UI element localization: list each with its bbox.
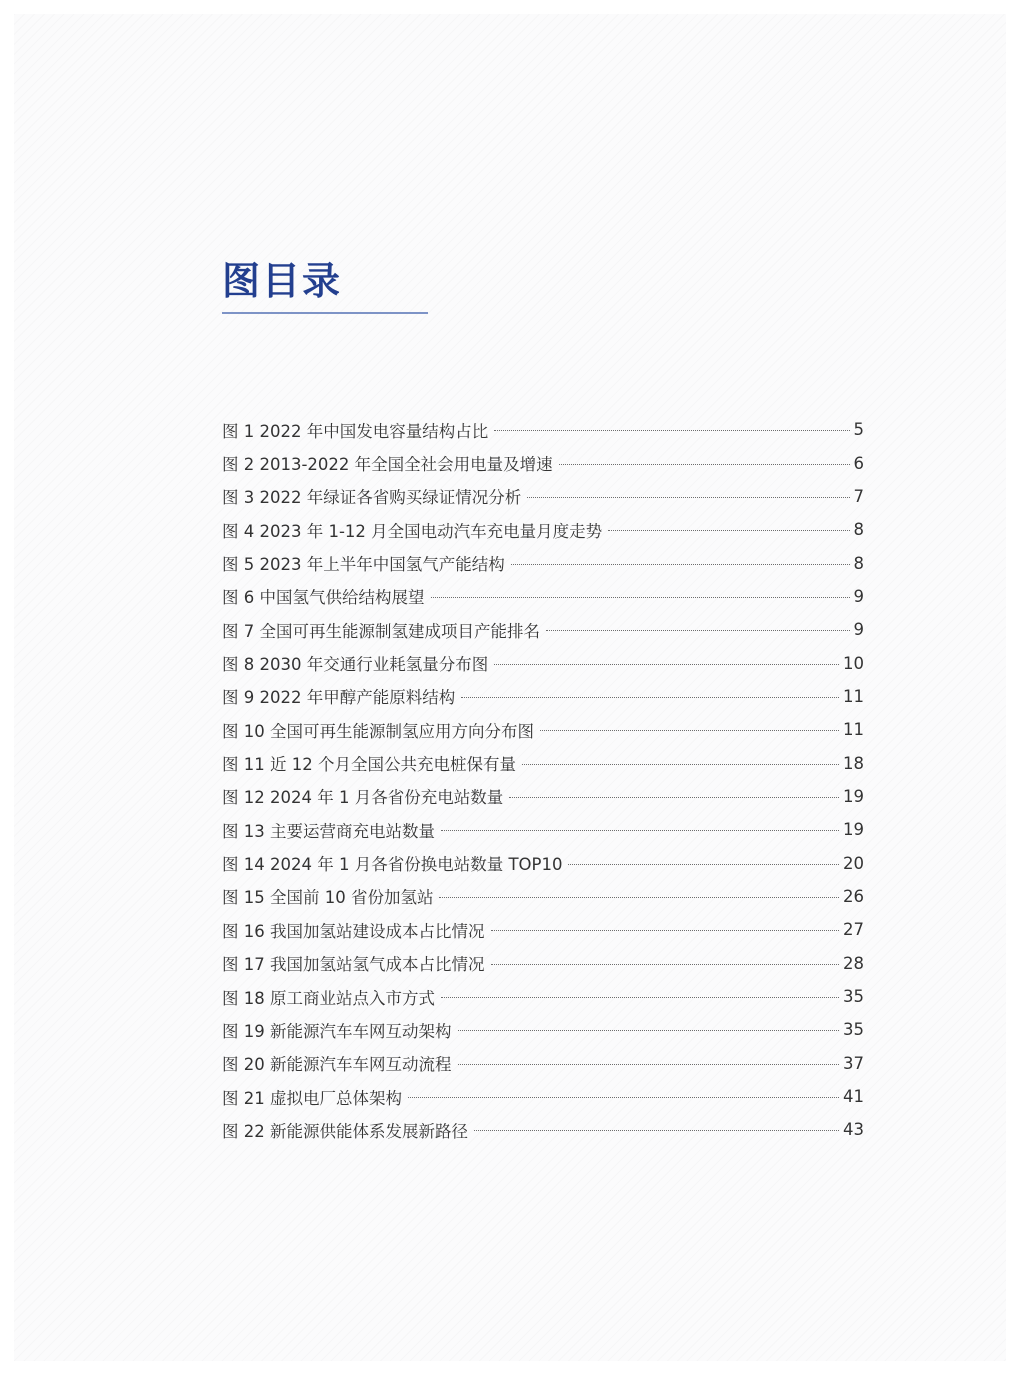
toc-page-number: 6 [853,453,864,473]
toc-label: 图 13 主要运营商充电站数量 [222,821,435,841]
toc-item-figure-1[interactable] [222,413,864,446]
toc-leader-dots [546,630,850,631]
toc-label: 图 19 新能源汽车车网互动架构 [222,1021,452,1041]
toc-item-figure-4[interactable] [222,513,864,546]
toc-label: 图 9 2022 年甲醇产能原料结构 [222,688,456,708]
toc-label: 图 6 中国氢气供给结构展望 [222,588,425,608]
toc-label: 图 14 2024 年 1 月各省份换电站数量 TOP10 [222,855,563,875]
toc-label: 图 12 2024 年 1 月各省份充电站数量 [222,788,504,808]
toc-label: 图 7 全国可再生能源制氢建成项目产能排名 [222,621,540,641]
toc-leader-dots [431,597,850,598]
toc-leader-dots [494,430,849,431]
toc-item-figure-14[interactable] [222,846,864,879]
toc-item-figure-11[interactable] [222,746,864,779]
toc-page-number: 7 [853,486,864,506]
toc-item-figure-3[interactable] [222,480,864,513]
toc-page-number: 9 [853,586,864,606]
toc-item-figure-22[interactable] [222,1113,864,1146]
toc-leader-dots [441,830,839,831]
toc-page-number: 5 [853,420,864,440]
toc-item-figure-10[interactable] [222,713,864,746]
toc-label: 图 17 我国加氢站氢气成本占比情况 [222,955,485,975]
toc-page-number: 20 [843,853,864,873]
figure-toc-list [222,413,864,1147]
toc-page-number: 35 [843,1020,864,1040]
toc-page-number: 19 [843,820,864,840]
page-title: 图目录 [222,259,343,303]
toc-leader-dots [439,897,839,898]
toc-leader-dots [458,1064,840,1065]
toc-leader-dots [511,564,850,565]
toc-label: 图 3 2022 年绿证各省购买绿证情况分析 [222,488,522,508]
toc-item-figure-19[interactable] [222,1013,864,1046]
toc-label: 图 11 近 12 个月全国公共充电桩保有量 [222,755,516,775]
toc-item-figure-5[interactable] [222,546,864,579]
toc-leader-dots [494,664,839,665]
toc-label: 图 2 2013-2022 年全国全社会用电量及增速 [222,455,553,475]
toc-page-number: 11 [843,686,864,706]
toc-leader-dots [559,464,850,465]
toc-page-number: 18 [843,753,864,773]
toc-item-figure-20[interactable] [222,1047,864,1080]
toc-item-figure-7[interactable] [222,613,864,646]
toc-page-number: 41 [843,1087,864,1107]
toc-item-figure-9[interactable] [222,680,864,713]
toc-page-number: 35 [843,987,864,1007]
toc-label: 图 5 2023 年上半年中国氢气产能结构 [222,555,505,575]
toc-page-number: 10 [843,653,864,673]
toc-leader-dots [527,497,849,498]
toc-item-figure-6[interactable] [222,580,864,613]
toc-leader-dots [474,1130,839,1131]
toc-page-number: 19 [843,786,864,806]
toc-leader-dots [522,764,839,765]
toc-item-figure-2[interactable] [222,446,864,479]
toc-item-figure-21[interactable] [222,1080,864,1113]
toc-page-number: 11 [843,720,864,740]
toc-leader-dots [458,1030,840,1031]
toc-label: 图 16 我国加氢站建设成本占比情况 [222,921,485,941]
toc-leader-dots [568,864,839,865]
toc-label: 图 18 原工商业站点入市方式 [222,988,435,1008]
toc-label: 图 10 全国可再生能源制氢应用方向分布图 [222,721,534,741]
title-underline [222,312,428,314]
toc-item-figure-13[interactable] [222,813,864,846]
toc-page-number: 26 [843,886,864,906]
toc-label: 图 22 新能源供能体系发展新路径 [222,1121,468,1141]
toc-item-figure-18[interactable] [222,980,864,1013]
toc-leader-dots [540,730,839,731]
toc-label: 图 8 2030 年交通行业耗氢量分布图 [222,655,489,675]
toc-label: 图 20 新能源汽车车网互动流程 [222,1055,452,1075]
toc-page-number: 27 [843,920,864,940]
toc-leader-dots [491,964,840,965]
toc-page-number: 8 [853,553,864,573]
toc-page-number: 28 [843,953,864,973]
toc-item-figure-12[interactable] [222,780,864,813]
toc-label: 图 21 虚拟电厂总体架构 [222,1088,402,1108]
toc-item-figure-15[interactable] [222,880,864,913]
toc-page-number: 43 [843,1120,864,1140]
toc-page-number: 8 [853,520,864,540]
toc-item-figure-16[interactable] [222,913,864,946]
toc-item-figure-8[interactable] [222,646,864,679]
toc-leader-dots [491,930,840,931]
toc-item-figure-17[interactable] [222,947,864,980]
toc-page-number: 9 [853,620,864,640]
toc-label: 图 4 2023 年 1-12 月全国电动汽车充电量月度走势 [222,521,603,541]
toc-leader-dots [461,697,839,698]
toc-leader-dots [441,997,839,998]
toc-leader-dots [509,797,839,798]
toc-page-number: 37 [843,1053,864,1073]
toc-leader-dots [408,1097,839,1098]
toc-label: 图 1 2022 年中国发电容量结构占比 [222,421,489,441]
toc-leader-dots [608,530,849,531]
toc-label: 图 15 全国前 10 省份加氢站 [222,888,434,908]
